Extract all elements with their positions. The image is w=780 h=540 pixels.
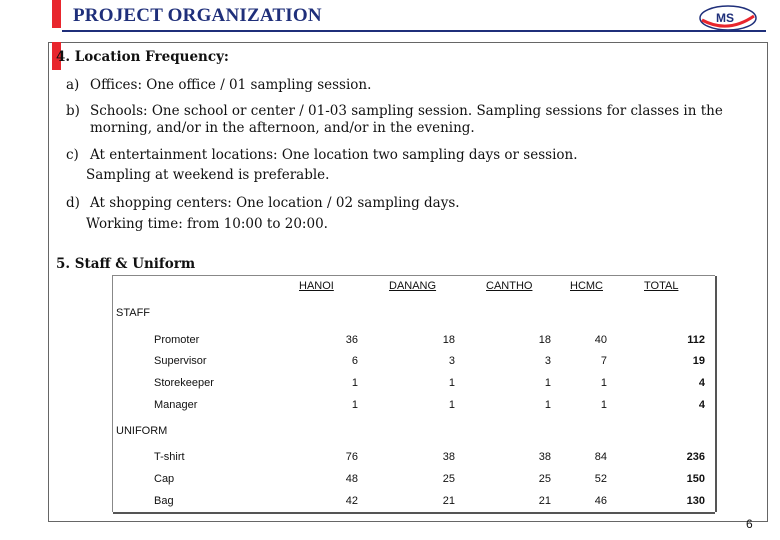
item-label: c) [66,147,79,163]
row-label: Supervisor [154,355,207,367]
row-label: Bag [154,495,174,507]
frequency-item-d-continued: Working time: from 10:00 to 20:00. [86,216,328,232]
staff-uniform-table [112,275,715,512]
column-header-cantho: CANTHO [486,280,533,292]
table-cell: 25 [442,473,455,485]
row-label: Cap [154,473,175,485]
table-shadow-bottom [113,512,715,514]
column-header-total: TOTAL [644,280,679,292]
title-accent-bar [52,0,61,28]
table-cell: 130 [686,495,705,507]
table-cell: 18 [442,334,455,346]
table-cell: 236 [686,451,705,463]
table-cell: 1 [448,399,455,411]
table-cell: 38 [538,451,551,463]
frequency-item-c-continued: Sampling at weekend is preferable. [86,167,330,183]
table-cell: 1 [600,377,607,389]
table-cell: 40 [594,334,607,346]
frequency-item-a [66,77,371,94]
title-underline [62,30,766,32]
table-cell: 38 [442,451,455,463]
staff-uniform-heading: 5. Staff & Uniform [56,256,196,272]
item-text: Offices: One office / 01 sampling session. [90,77,372,93]
table-cell: 46 [594,495,607,507]
table-cell: 4 [698,377,705,389]
item-label: d) [66,195,80,211]
table-cell: 25 [538,473,551,485]
table-cell: 42 [345,495,358,507]
column-header-hanoi: HANOI [299,280,334,292]
item-text: At entertainment locations: One location two sampling days or session. [90,147,578,163]
table-cell: 4 [698,399,705,411]
table-cell: 1 [351,377,358,389]
page-number: 6 [746,517,753,531]
column-header-danang: DANANG [389,280,437,292]
location-frequency-heading: 4. Location Frequency: [56,49,229,65]
item-label: b) [66,103,80,119]
group-label-uniform: UNIFORM [116,425,168,437]
table-cell: 76 [345,451,358,463]
table-cell: 1 [600,399,607,411]
item-text: Schools: One school or center / 01-03 sampling session. Sampling sessions for classes in the [90,103,723,119]
frequency-item-b [66,103,723,120]
frequency-item-c [66,147,578,164]
column-header-hcmc: HCMC [570,280,603,292]
row-label: Promoter [154,334,200,346]
table-cell: 7 [600,355,607,367]
row-label: Storekeeper [154,377,214,389]
item-text: At shopping centers: One location / 02 sampling days. [90,195,460,211]
row-label: Manager [154,399,198,411]
company-logo [696,4,758,32]
item-label: a) [66,77,80,93]
logo-text: MS [716,11,734,25]
table-cell: 19 [692,355,705,367]
table-cell: 21 [538,495,551,507]
table-cell: 36 [345,334,358,346]
table-shadow-right [715,276,717,512]
table-cell: 150 [686,473,705,485]
table-cell: 18 [538,334,551,346]
table-cell: 1 [544,399,551,411]
page-title: PROJECT ORGANIZATION [73,5,322,26]
table-cell: 48 [345,473,358,485]
table-cell: 112 [687,334,705,346]
table-cell: 21 [442,495,455,507]
table-cell: 1 [544,377,551,389]
group-label-staff: STAFF [116,307,151,319]
table-cell: 84 [594,451,607,463]
table-cell: 1 [351,399,358,411]
table-cell: 1 [448,377,455,389]
table-cell: 3 [448,355,455,367]
table-cell: 3 [544,355,551,367]
table-cell: 52 [594,473,607,485]
row-label: T-shirt [154,451,185,463]
frequency-item-b-continued: morning, and/or in the afternoon, and/or in the evening. [90,120,475,136]
frequency-item-d [66,195,460,212]
table-cell: 6 [351,355,358,367]
